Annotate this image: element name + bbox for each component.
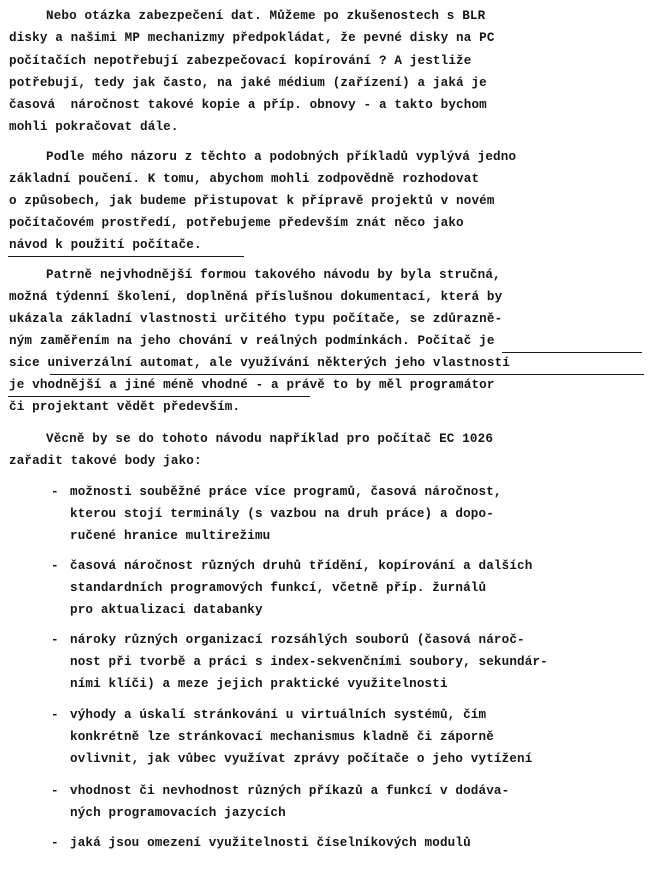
text-line: ným zaměřením na jeho chování v reálných podmínkách. Počítač je — [9, 334, 495, 348]
text-line: ními klíči) a meze jejich praktické využitelnosti — [70, 677, 448, 691]
text-line: návod k použití počítače. — [9, 238, 202, 252]
text-line: základní poučení. K tomu, abychom mohli zodpovědně rozhodovat — [9, 172, 480, 186]
text-line: sice univerzální automat, ale využívání některých jeho vlastností — [9, 356, 510, 370]
text-line: jaká jsou omezení využitelnosti číselníkových modulů — [70, 836, 471, 850]
text-line: zařadit takové body jako: — [9, 454, 202, 468]
text-line: počítačovém prostředí, potřebujeme především znát něco jako — [9, 216, 464, 230]
text-line: disky a našimi MP mechanizmy předpokládat, že pevné disky na PC — [9, 31, 495, 45]
text-line: ovlivnit, jak vůbec využívat zprávy počítače o jeho vytížení — [70, 752, 533, 766]
bullet-marker: - — [51, 559, 59, 573]
text-line: standardních programových funkcí, včetně příp. žurnálů — [70, 581, 487, 595]
text-line: časová náročnost různých druhů třídění, kopírování a dalších — [70, 559, 533, 573]
text-line: výhody a úskalí stránkování u virtuálních systémů, čím — [70, 708, 487, 722]
bullet-marker: - — [51, 836, 59, 850]
text-line: nároky různých organizací rozsáhlých souborů (časová nároč- — [70, 633, 525, 647]
text-line: možnosti souběžné práce více programů, časová náročnost, — [70, 485, 502, 499]
text-line: potřebují, tedy jak často, na jaké médium (zařízení) a jaká je — [9, 76, 487, 90]
text-line: nost při tvorbě a práci s index-sekvenčními soubory, sekundár- — [70, 655, 548, 669]
text-line: o způsobech, jak budeme přistupovat k přípravě projektů v novém — [9, 194, 495, 208]
text-line: ukázala základní vlastnosti určitého typu počítače, se zdůrazně- — [9, 312, 503, 326]
bullet-marker: - — [51, 708, 59, 722]
underline-mark — [8, 256, 244, 257]
text-line: je vhodnější a jiné méně vhodné - a právě to by měl programátor — [9, 378, 495, 392]
bullet-marker: - — [51, 633, 59, 647]
text-line: Věcně by se do tohoto návodu například pro počítač EC 1026 — [46, 432, 494, 446]
text-line: Patrně nejvhodnější formou takového návodu by byla stručná, — [46, 268, 501, 282]
text-line: počítačích nepotřebují zabezpečovací kopírování ? A jestliže — [9, 54, 472, 68]
text-line: či projektant vědět především. — [9, 400, 241, 414]
text-line: pro aktualizaci databanky — [70, 603, 263, 617]
text-line: vhodnost či nevhodnost různých příkazů a funkcí v dodáva- — [70, 784, 510, 798]
text-line: Nebo otázka zabezpečení dat. Můžeme po zkušenostech s BLR — [46, 9, 486, 23]
underline-mark — [50, 374, 644, 375]
underline-mark — [8, 396, 310, 397]
text-line: možná týdenní školení, doplněná příslušnou dokumentací, která by — [9, 290, 503, 304]
text-line: kterou stojí terminály (s vazbou na druh práce) a dopo- — [70, 507, 494, 521]
text-line: ných programovacích jazycích — [70, 806, 286, 820]
text-line: mohli pokračovat dále. — [9, 120, 179, 134]
text-line: ručené hranice multirežimu — [70, 529, 271, 543]
bullet-marker: - — [51, 784, 59, 798]
bullet-marker: - — [51, 485, 59, 499]
text-line: Podle mého názoru z těchto a podobných příkladů vyplývá jedno — [46, 150, 517, 164]
text-line: konkrétně lze stránkovací mechanismus kladně či záporně — [70, 730, 494, 744]
underline-mark — [502, 352, 642, 353]
text-line: časová náročnost takové kopie a příp. obnovy - a takto bychom — [9, 98, 487, 112]
